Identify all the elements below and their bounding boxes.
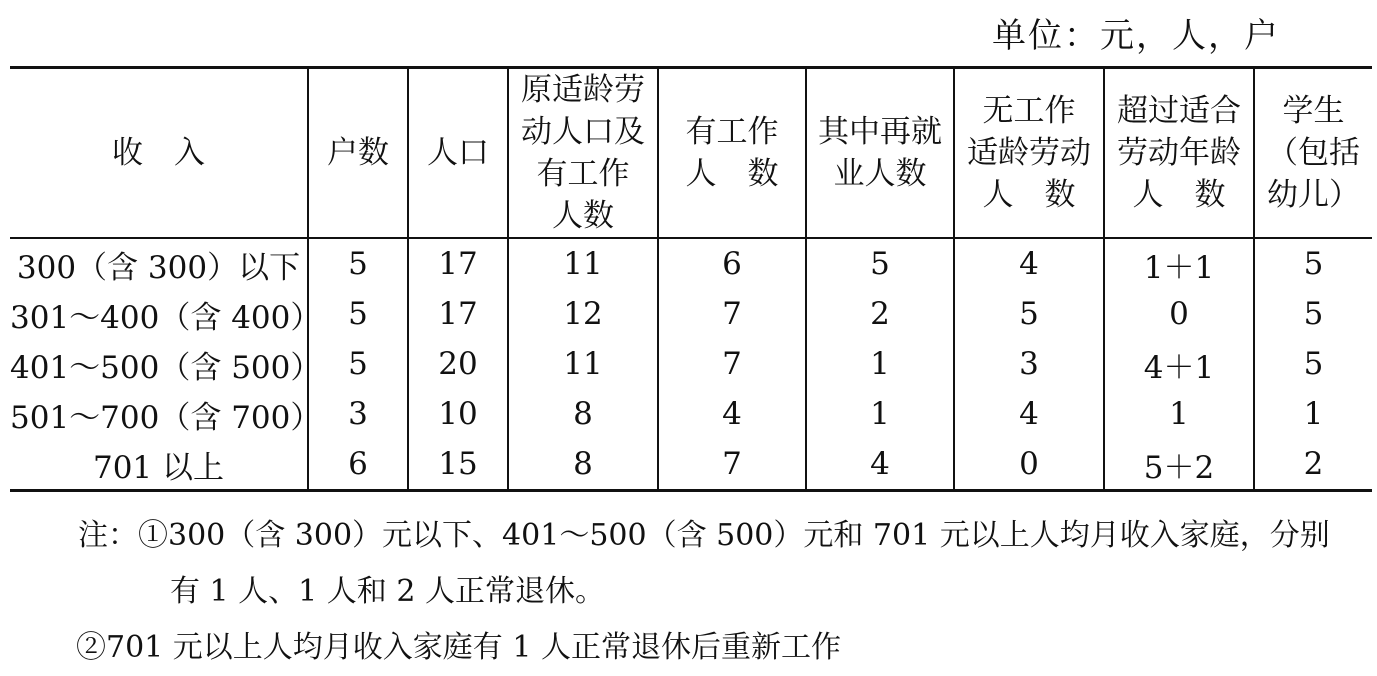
header-population: 人口 — [408, 68, 508, 239]
header-original-labor: 原适龄劳 动人口及 有工作 人数 — [508, 68, 658, 239]
cell-students: 2 — [1254, 439, 1372, 491]
cell-over-age: 0 — [1104, 289, 1254, 339]
cell-original-labor: 8 — [508, 389, 658, 439]
cell-population: 17 — [408, 289, 508, 339]
cell-reemployed: 4 — [806, 439, 954, 491]
table-row — [10, 289, 1372, 339]
cell-unemployed: 3 — [954, 339, 1104, 389]
cell-original-labor: 8 — [508, 439, 658, 491]
cell-students: 5 — [1254, 238, 1372, 289]
header-row — [10, 68, 1372, 239]
table-row — [10, 339, 1372, 389]
table-row — [10, 439, 1372, 491]
cell-over-age: 5＋2 — [1104, 439, 1254, 491]
cell-reemployed: 2 — [806, 289, 954, 339]
cell-students: 5 — [1254, 289, 1372, 339]
cell-population: 10 — [408, 389, 508, 439]
cell-original-labor: 11 — [508, 339, 658, 389]
cell-employed: 7 — [658, 339, 806, 389]
cell-income: 401～500（含 500） — [10, 349, 322, 386]
note-2: ②701 元以上人均月收入家庭有 1 人正常退休后重新工作 — [76, 630, 841, 665]
cell-original-labor: 11 — [508, 238, 658, 289]
cell-households: 5 — [308, 238, 408, 289]
cell-households: 5 — [308, 339, 408, 389]
income-table — [10, 66, 1372, 492]
header-students: 学生 （包括 幼儿） — [1254, 68, 1372, 239]
table-notes — [78, 508, 1330, 676]
unit-label: 单位：元，人，户 — [992, 16, 1280, 56]
cell-employed: 7 — [658, 289, 806, 339]
cell-households: 6 — [308, 439, 408, 491]
cell-students: 1 — [1254, 389, 1372, 439]
cell-population: 15 — [408, 439, 508, 491]
cell-reemployed: 5 — [806, 238, 954, 289]
header-households: 户数 — [308, 68, 408, 239]
cell-population: 20 — [408, 339, 508, 389]
cell-over-age: 1 — [1104, 389, 1254, 439]
cell-households: 3 — [308, 389, 408, 439]
header-reemployed: 其中再就 业人数 — [806, 68, 954, 239]
cell-income: 701 以上 — [92, 449, 225, 486]
note-1-line-1: 注：①300（含 300）元以下、401～500（含 500）元和 701 元以上人均月收入家庭，分别 — [78, 518, 1330, 553]
cell-unemployed: 0 — [954, 439, 1104, 491]
cell-unemployed: 5 — [954, 289, 1104, 339]
cell-income: 300（含 300）以下 — [16, 249, 301, 286]
note-1-line-2: 有 1 人、1 人和 2 人正常退休。 — [170, 574, 605, 609]
cell-employed: 7 — [658, 439, 806, 491]
header-employed: 有工作 人 数 — [658, 68, 806, 239]
cell-employed: 6 — [658, 238, 806, 289]
cell-reemployed: 1 — [806, 339, 954, 389]
cell-over-age: 4＋1 — [1104, 339, 1254, 389]
header-unemployed: 无工作 适龄劳动 人 数 — [954, 68, 1104, 239]
header-over-age: 超过适合 劳动年龄 人 数 — [1104, 68, 1254, 239]
cell-income: 501～700（含 700） — [10, 399, 322, 436]
cell-students: 5 — [1254, 339, 1372, 389]
cell-over-age: 1＋1 — [1104, 238, 1254, 289]
header-income: 收 入 — [10, 68, 308, 239]
table-row — [10, 389, 1372, 439]
cell-income: 301～400（含 400） — [10, 299, 322, 336]
table-row — [10, 238, 1372, 289]
cell-original-labor: 12 — [508, 289, 658, 339]
cell-households: 5 — [308, 289, 408, 339]
cell-employed: 4 — [658, 389, 806, 439]
cell-population: 17 — [408, 238, 508, 289]
cell-unemployed: 4 — [954, 389, 1104, 439]
cell-unemployed: 4 — [954, 238, 1104, 289]
cell-reemployed: 1 — [806, 389, 954, 439]
